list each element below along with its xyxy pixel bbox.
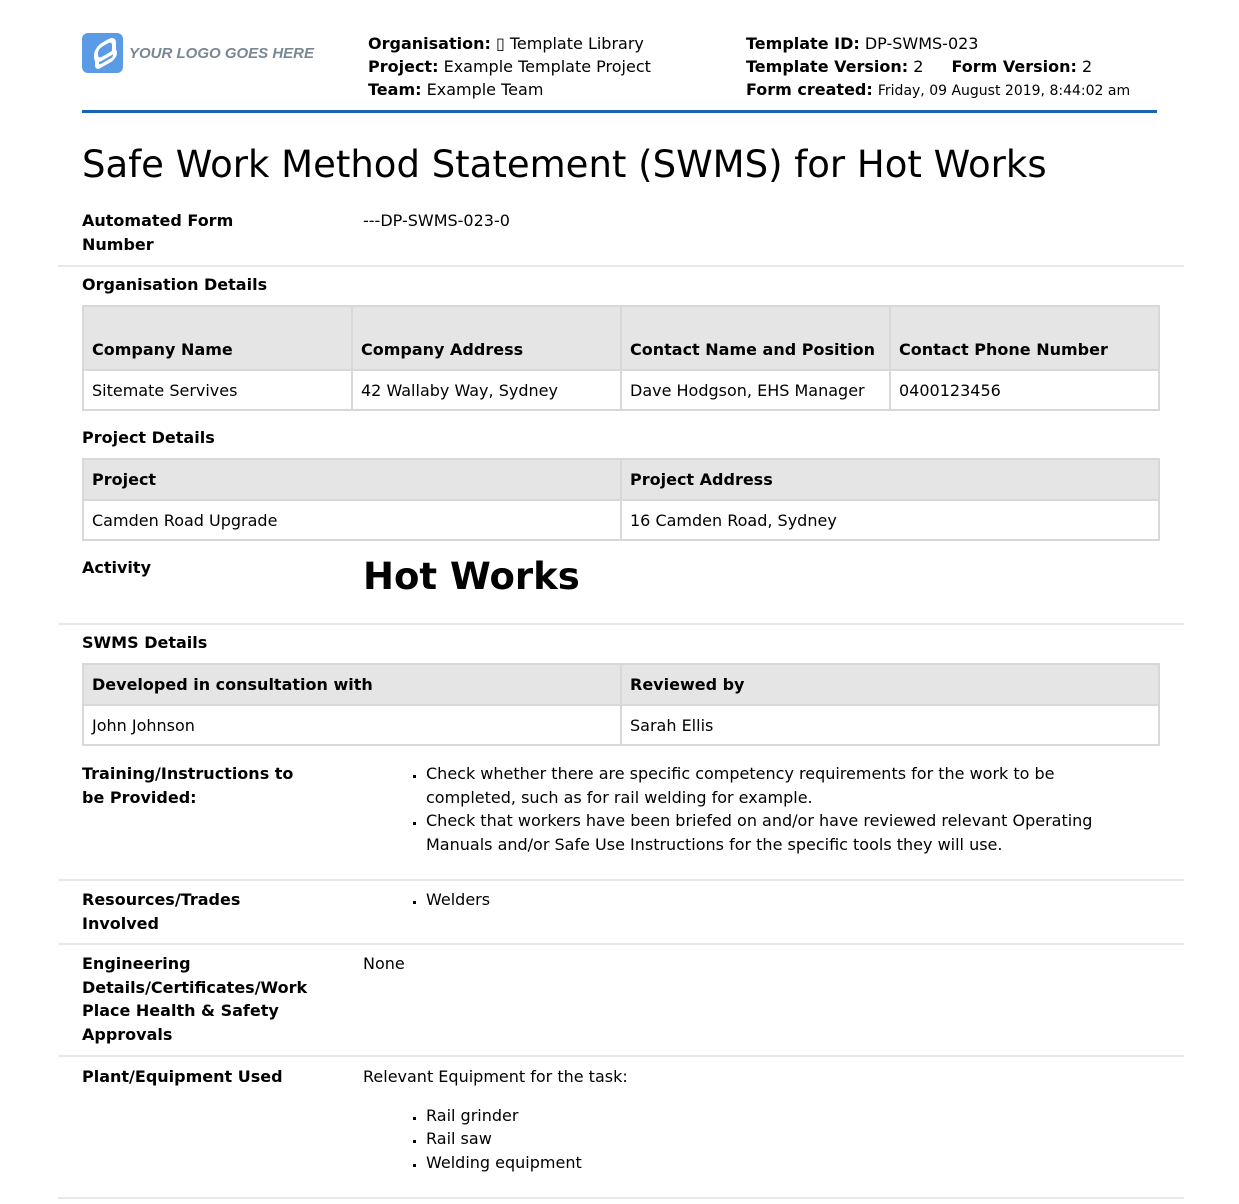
form-created-value: Friday, 09 August 2019, 8:44:02 am (877, 83, 1131, 99)
logo (82, 33, 314, 73)
resources-list (363, 888, 490, 912)
plant-list (363, 1104, 628, 1175)
table-row (83, 370, 1159, 410)
form-number-row (58, 205, 1184, 267)
table-header: Company Name (83, 306, 352, 370)
document-header (82, 30, 1157, 113)
project-details-title: Project Details (82, 428, 215, 447)
template-id-value: DP-SWMS-023 (864, 34, 979, 53)
form-version-value: 2 (1081, 57, 1093, 76)
form-number-value: ---DP-SWMS-023-0 (363, 211, 510, 230)
organisation-details-table (82, 305, 1160, 411)
logo-icon (82, 33, 123, 73)
template-id-label: Template ID: (746, 34, 860, 53)
project-name: Camden Road Upgrade (83, 500, 621, 540)
organisation-details-title: Organisation Details (82, 275, 268, 294)
team-value: Example Team (426, 80, 544, 99)
project-value: Example Template Project (443, 57, 651, 76)
resources-row (58, 886, 1184, 945)
table-row (83, 705, 1159, 745)
table-header: Developed in consultation with (83, 664, 621, 705)
list-item: ▪ Rail saw (426, 1127, 628, 1151)
template-version-value: 2 (913, 57, 924, 76)
team-label: Team: (368, 80, 422, 99)
organisation-label: Organisation: (368, 34, 491, 53)
header-meta-right (746, 32, 1130, 103)
contact-name: Dave Hodgson, EHS Manager (621, 370, 890, 410)
training-label: Training/Instructions to be Provided: (82, 764, 294, 807)
activity-value: Hot Works (363, 555, 580, 598)
list-item: ▪ Welding equipment (426, 1151, 628, 1175)
swms-details-title: SWMS Details (82, 633, 208, 652)
list-item: ▪ Check whether there are specific competency requirements for the work to be completed, such as for rail welding for example. (426, 762, 1123, 809)
project-label: Project: (368, 57, 439, 76)
reviewed-by: Sarah Ellis (621, 705, 1159, 745)
activity-label: Activity (82, 558, 151, 577)
resources-label: Resources/Trades Involved (82, 890, 241, 933)
project-address: 16 Camden Road, Sydney (621, 500, 1159, 540)
project-details-table (82, 458, 1160, 541)
list-item: ▪ Check that workers have been briefed on and/or have reviewed relevant Operating Manuals and/or Safe Use Instructions for the specific tools they will use. (426, 809, 1123, 856)
table-header: Contact Name and Position (621, 306, 890, 370)
plant-row (58, 1063, 1184, 1199)
organisation-value: ▯ Template Library (495, 34, 644, 53)
company-address: 42 Wallaby Way, Sydney (352, 370, 621, 410)
engineering-row (58, 950, 1184, 1057)
form-number-label: Automated Form Number (82, 211, 234, 254)
engineering-value: None (363, 954, 405, 973)
table-header: Project (83, 459, 621, 500)
company-name: Sitemate Servives (83, 370, 352, 410)
table-header: Project Address (621, 459, 1159, 500)
form-version-label: Form Version: (951, 57, 1077, 76)
form-created-label: Form created: (746, 80, 873, 99)
plant-intro: Relevant Equipment for the task: (363, 1067, 628, 1086)
list-item: ▪ Welders (426, 888, 490, 912)
engineering-label: Engineering Details/Certificates/Work Place Health & Safety Approvals (82, 954, 308, 1044)
training-row (58, 760, 1184, 881)
activity-row (58, 552, 1184, 625)
plant-label: Plant/Equipment Used (82, 1067, 283, 1086)
table-row (83, 500, 1159, 540)
template-version-label: Template Version: (746, 57, 909, 76)
table-header: Contact Phone Number (890, 306, 1159, 370)
swms-details-table (82, 663, 1160, 746)
logo-text: YOUR LOGO GOES HERE (129, 44, 315, 62)
page-title: Safe Work Method Statement (SWMS) for Hot Works (82, 143, 1047, 186)
training-list (363, 762, 1123, 856)
table-header: Company Address (352, 306, 621, 370)
list-item: ▪ Rail grinder (426, 1104, 628, 1128)
developed-with: John Johnson (83, 705, 621, 745)
table-header: Reviewed by (621, 664, 1159, 705)
header-meta-left (368, 32, 651, 101)
contact-phone: 0400123456 (890, 370, 1159, 410)
